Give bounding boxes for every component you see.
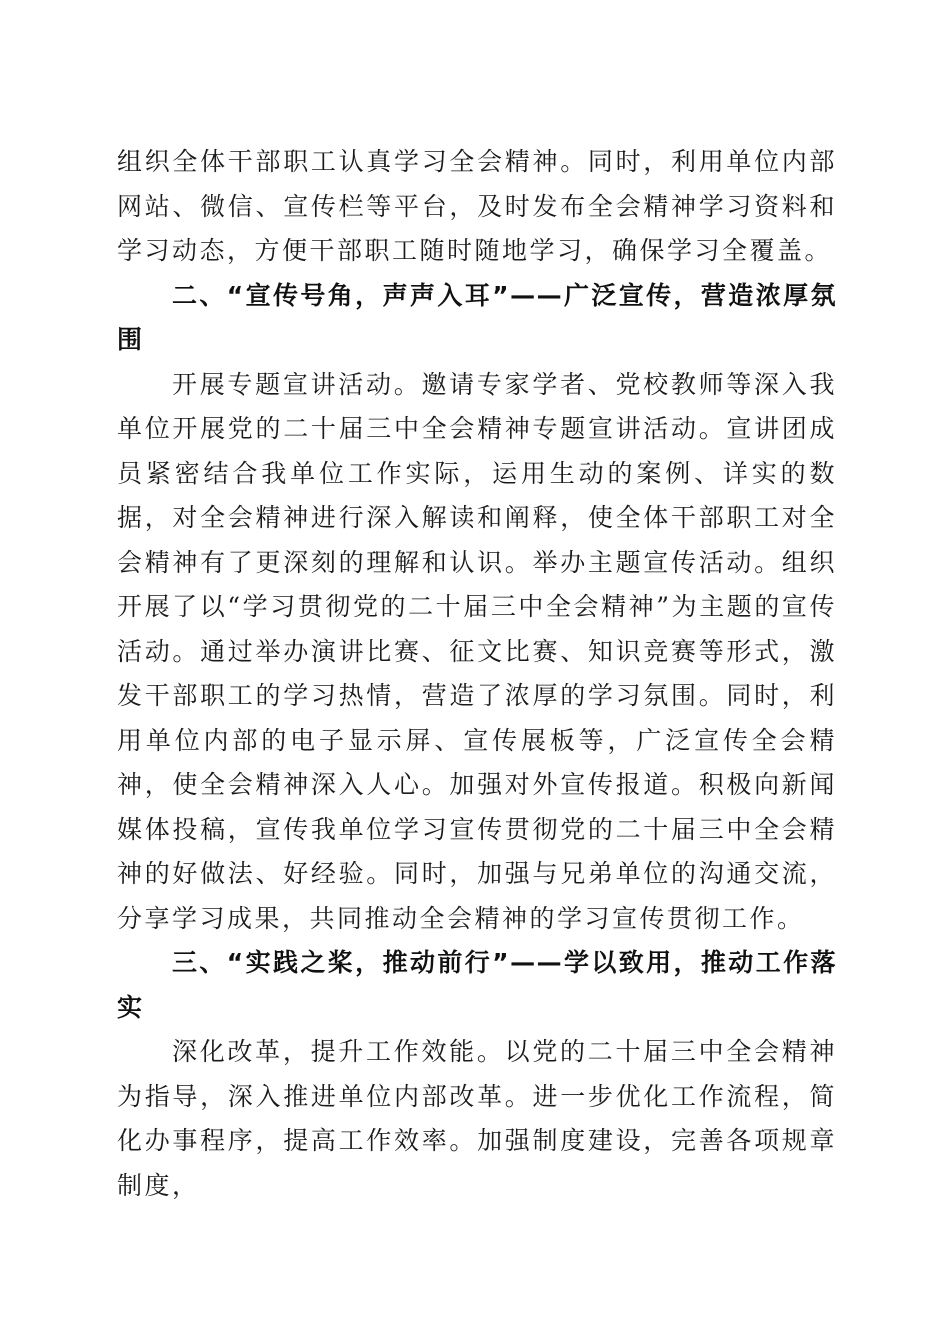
paragraph-continuation: 组织全体干部职工认真学习全会精神。同时，利用单位内部网站、微信、宣传栏等平台，及时发布全会精神学习资料和学习动态，方便干部职工随时随地学习，确保学习全覆盖。 [117, 147, 837, 265]
section-heading-3: 三、“实践之桨，推动前行”——学以致用，推动工作落实 [117, 948, 837, 1022]
paragraph-reform: 深化改革，提升工作效能。以党的二十届三中全会精神为指导，深入推进单位内部改革。进一步优化工作流程，简化办事程序，提高工作效率。加强制度建设，完善各项规章制度， [117, 1037, 837, 1200]
document-body [117, 140, 837, 1208]
paragraph-publicity: 开展专题宣讲活动。邀请专家学者、党校教师等深入我单位开展党的二十届三中全会精神专题宣讲活动。宣讲团成员紧密结合我单位工作实际，运用生动的案例、详实的数据，对全会精神进行深入解读和阐释，使全体干部职工对全会精神有了更深刻的理解和认识。举办主题宣传活动。组织开展了以“学习贯彻党的二十届三中全会精神”为主题的宣传活动。通过举办演讲比赛、征文比赛、知识竞赛等形式，激发干部职工的学习热情，营造了浓厚的学习氛围。同时，利用单位内部的电子显示屏、宣传展板等，广泛宣传全会精神，使全会精神深入人心。加强对外宣传报道。积极向新闻媒体投稿，宣传我单位学习宣传贯彻党的二十届三中全会精神的好做法、好经验。同时，加强与兄弟单位的沟通交流，分享学习成果，共同推动全会精神的学习宣传贯彻工作。 [117, 369, 837, 933]
section-heading-2: 二、“宣传号角，声声入耳”——广泛宣传，营造浓厚氛围 [117, 280, 837, 354]
